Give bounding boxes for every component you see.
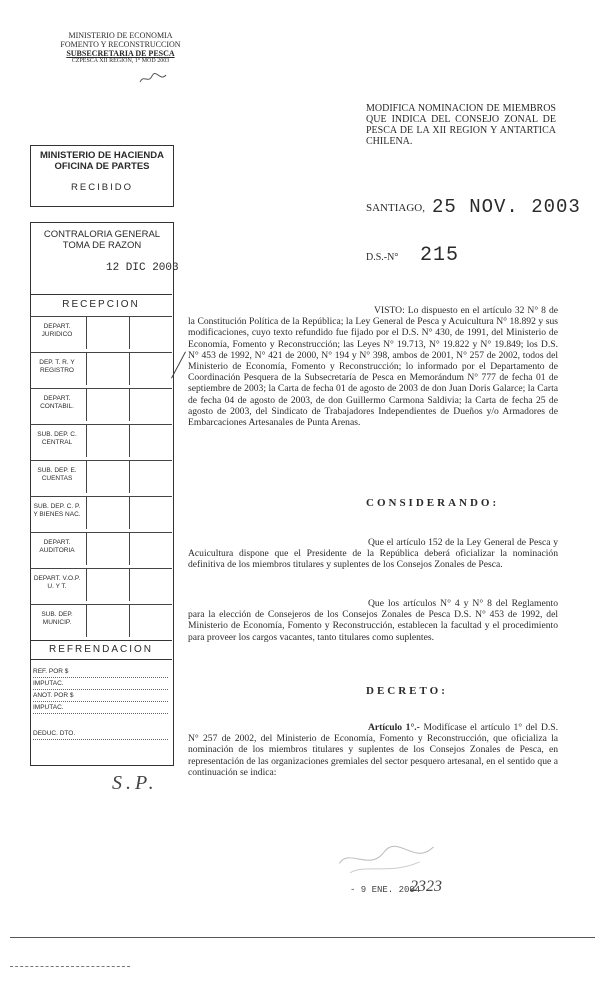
refrendacion-line: REF. POR $ [33,668,168,678]
visto-paragraph: VISTO: Lo dispuesto en el artículo 32 N° 8 de la Constitución Política de la República; la Ley General de Pesca y Acuicultura N° 18.892 y sus modificaciones, cuyo texto refundido fue fijado por el D.S. N° 430, de 1991, del Ministerio de Economía, Fomento y Reconstrucción; las Leyes N° 19.713, N° 19.822 y N° 19.849; los D.S. N° 453 de 1992, N° 421 de 2000, N° 194 y N° 398, ambos de 2001, N° 257 de 2002, todos del Ministerio de Economía, Fomento y Reconstrucción; lo informado por el Departamento de Coordinación Pesquera de la Subsecretaría de Pesca en Memorándum N° 777 de fecha 01 de septiembre de 2003; la Carta de fecha 01 de agosto de 2003 de don Juan Doris Galarce; la Carta de fecha 04 de agosto de 2003, de don Guillermo Carmona Saldivia; la Carta de fecha 25 de agosto de 2003, del Sindicato de Trabajadores Independientes de Dueños y/o Armadores de Embarcaciones Artesanales de Punta Arenas. [188,305,558,429]
department-box [86,497,130,529]
letterhead [48,31,193,65]
department-row [30,460,172,493]
articulo-1-label: Artículo 1°.- [368,722,420,733]
department-row [30,604,172,637]
department-row [30,424,172,457]
department-row [30,316,172,349]
department-row [30,352,172,385]
initials-handwritten: S.P. [112,772,158,794]
department-label: SUB. DEP. E. CUENTAS [37,467,77,482]
refrendacion-line: IMPUTAC. [33,680,168,690]
department-label: DEPART. CONTABIL. [40,395,74,410]
articulo-1-paragraph [188,722,558,778]
articulo-1-text: Modifícase el artículo 1° del D.S. N° 257 de 2002, del Ministerio de Economía, Fomento y Reconstrucción, que oficializa la nominación de los miembros titulares y suplentes de los Consejos Zonales de Pesca, en representación de las organizaciones gremiales del sector pesquero artesanal, en el sentido que a continuación se indica: [188,722,559,778]
contraloria-stamp-date: 12 DIC 2003 [106,262,179,274]
department-box [86,605,130,637]
considerando-heading: CONSIDERANDO: [366,497,500,509]
department-label: SUB. DEP. C. P. Y BIENES NAC. [33,503,81,518]
department-box [86,389,130,421]
recibido-stamp-title: MINISTERIO DE HACIENDA OFICINA DE PARTES [39,150,165,172]
refrendacion-line: IMPUTAC. [33,704,168,714]
refrendacion-line: DEDUC. DTO. [33,730,168,740]
letterhead-ministry: MINISTERIO DE ECONOMIA [68,31,173,40]
department-box [86,425,130,457]
department-label: SUB. DEP. C. CENTRAL [37,431,77,446]
department-label: DEPART. V.O.P. U. Y T. [33,575,81,590]
department-box [86,317,130,349]
place-label: SANTIAGO, [366,202,425,214]
document-date: 25 NOV. 2003 [432,196,581,218]
footer-stamp-date: - 9 ENE. 2004 [350,885,421,895]
department-box [86,461,130,493]
recibido-stamp-status: RECIBIDO [71,182,133,193]
refrendacion-heading: REFRENDACION [30,640,172,660]
considerando-paragraph-1: Que el artículo 152 de la Ley General de Pesca y Acuicultura dispone que el Presidente de la República deberá oficializar la nominación definitiva de los miembros titulares y suplentes de los Consejos Zonales de Pesca. [188,537,558,571]
handwritten-mark-icon [138,72,168,89]
department-box [86,353,130,385]
department-box [86,533,130,565]
department-row [30,388,172,421]
page-divider [10,937,595,938]
recibido-stamp [30,145,174,207]
ds-number: 215 [420,244,460,267]
department-label: DEP. T. R. Y REGISTRO [39,359,75,374]
decreto-heading: DECRETO: [366,685,448,697]
recepcion-heading: RECEPCION [30,294,172,315]
document-subject: MODIFICA NOMINACION DE MIEMBROS QUE INDICA DEL CONSEJO ZONAL DE PESCA DE LA XII REGION Y ANTARTICA CHILENA. [366,103,556,147]
refrendacion-line: ANOT. POR $ [33,692,168,702]
department-label: DEPART. JURIDICO [41,323,73,338]
ds-label: D.S.-N° [366,252,399,263]
department-row [30,532,172,565]
department-box [86,569,130,601]
considerando-paragraph-2: Que los artículos N° 4 y N° 8 del Reglamento para la elección de Consejeros de los Consejos Zonales de Pesca D.S. N° 453 de 1992, del Ministerio de Economía, Fomento y Reconstrucción, establecen la facultad y el procedimiento para proveer los cargos vacantes, tanto titulares como suplentes. [188,598,558,643]
department-label: DEPART. AUDITORIA [39,539,75,554]
department-label: SUB. DEP. MUNICIP. [41,611,73,626]
department-row [30,568,172,601]
page-divider-dashed [10,966,130,967]
letterhead-subsecretaria: SUBSECRETARIA DE PESCA [66,49,175,58]
department-row [30,496,172,529]
letterhead-dept: FOMENTO Y RECONSTRUCCION [60,40,181,49]
contraloria-stamp-title: CONTRALORIA GENERAL TOMA DE RAZON [43,229,161,251]
footer-stamp-number: 2323 [410,878,442,895]
letterhead-ref: CZPESCA XII REGION, 1° MOD 2003 [71,58,170,64]
